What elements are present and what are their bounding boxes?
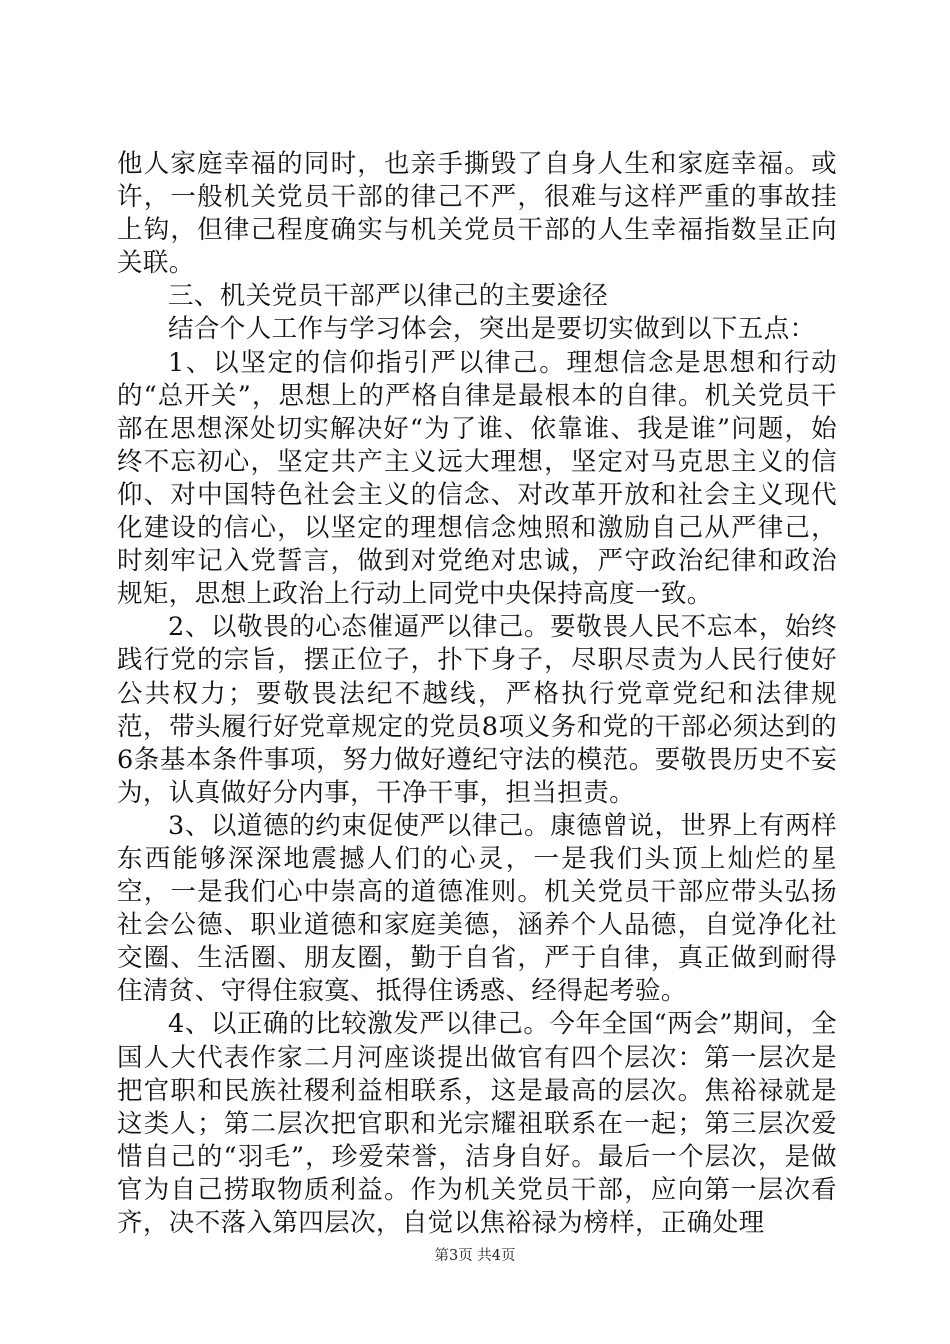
point-1-paragraph: 1、以坚定的信仰指引严以律己。理想信念是思想和行动的“总开关”，思想上的严格自律是最根本的自律。机关党员干部在思想深处切实解决好“为了谁、依靠谁、我是谁”问题，始终不忘初心，坚定共产主义远大理想，坚定对马克思主义的信仰、对中国特色社会主义的信念、对改革开放和社会主义现代化建设的信心，以坚定的理想信念烛照和激励自己从严律己，时刻牢记入党誓言，做到对党绝对忠诚，严守政治纪律和政治规矩，思想上政治上行动上同党中央保持高度一致。: [117, 347, 837, 610]
document-body: [117, 148, 837, 1240]
section-heading: 三、机关党员干部严以律己的主要途径: [168, 281, 609, 312]
intro-paragraph: 结合个人工作与学习体会，突出是要切实做到以下五点：: [168, 314, 816, 345]
point-3-paragraph: 3、以道德的约束促使严以律己。康德曾说，世界上有两样东西能够深深地震撼人们的心灵，一是我们头顶上灿烂的星空，一是我们心中崇高的道德准则。机关党员干部应带头弘扬社会公德、职业道德和家庭美德，涵养个人品德，自觉净化社交圈、生活圈、朋友圈，勤于自省，严于自律，真正做到耐得住清贫、守得住寂寞、抵得住诱惑、经得起考验。: [117, 810, 837, 1007]
point-2-paragraph: 2、以敬畏的心态催逼严以律己。要敬畏人民不忘本，始终践行党的宗旨，摆正位子，扑下身子，尽职尽责为人民行使好公共权力；要敬畏法纪不越线，严格执行党章党纪和法律规范，带头履行好党章规定的党员8项义务和党的干部必须达到的6条基本条件事项，努力做好遵纪守法的模范。要敬畏历史不妄为，认真做好分内事，干净干事，担当担责。: [117, 612, 837, 808]
page-number-label: 第3页 共4页: [434, 1248, 516, 1264]
point-4-paragraph: 4、以正确的比较激发严以律己。今年全国“两会”期间，全国人大代表作家二月河座谈提出做官有四个层次：第一层次是把官职和民族社稷利益相联系，这是最高的层次。焦裕禄就是这类人；第二层次把官职和光宗耀祖联系在一起；第三层次爱惜自己的“羽毛”，珍爱荣誉，洁身自好。最后一个层次，是做官为自己捞取物质利益。作为机关党员干部，应向第一层次看齐，决不落入第四层次，自觉以焦裕禄为榜样，正确处理: [117, 1009, 837, 1238]
paragraph-continuation: 他人家庭幸福的同时，也亲手撕毁了自身人生和家庭幸福。或许，一般机关党员干部的律己不严，很难与这样严重的事故挂上钩，但律己程度确实与机关党员干部的人生幸福指数呈正向关联。: [117, 149, 837, 279]
page-footer: [0, 1246, 950, 1266]
